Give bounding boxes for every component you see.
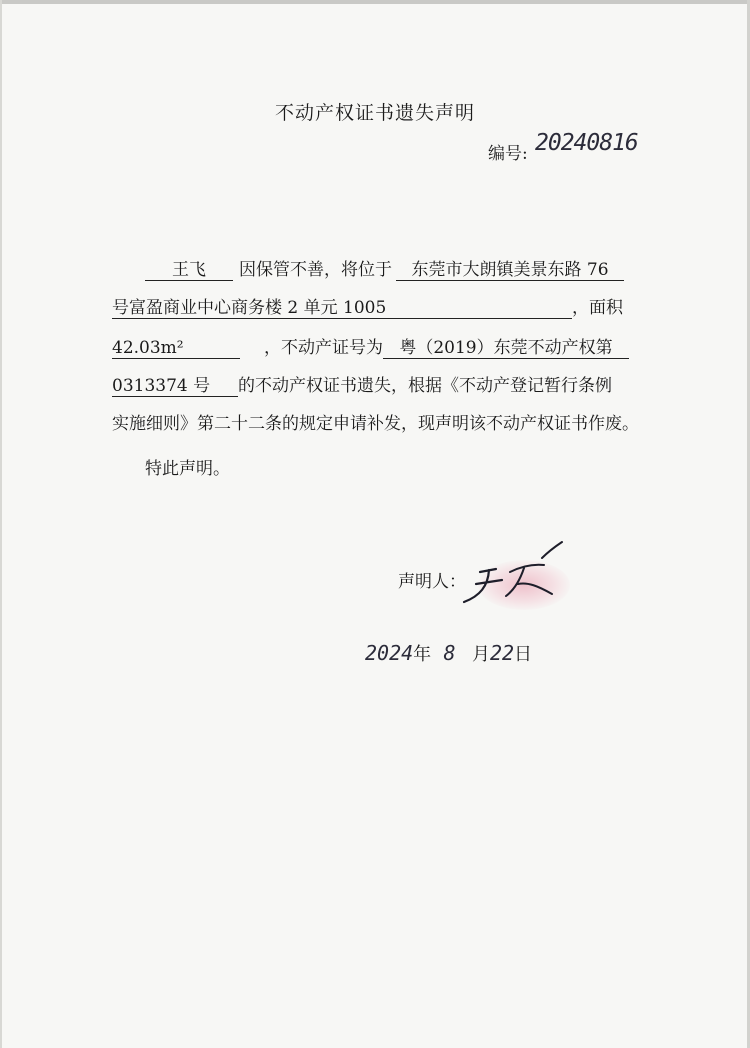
declarant-label: 声明人： <box>398 572 466 592</box>
date-month: 8 <box>443 641 456 665</box>
serial-number-label: 编号: <box>488 144 528 164</box>
scan-edge-top <box>0 0 750 4</box>
date-day: 22 <box>489 641 515 665</box>
address-field-part2: 号富盈商业中心商务楼 2 单元 1005 <box>112 298 572 319</box>
body-line-3 <box>112 336 652 360</box>
area-field: 42.03m² <box>112 338 240 359</box>
scan-edge-left <box>0 0 2 1048</box>
body-line-4 <box>112 374 652 398</box>
cert-number-field-part2: 0313374 号 <box>112 376 238 397</box>
declaration-date <box>365 640 532 666</box>
date-day-unit: 日 <box>514 644 533 665</box>
cert-number-field-part1: 粤（2019）东莞不动产权第 <box>383 338 629 359</box>
date-month-unit: 月 <box>471 644 490 665</box>
document-title: 不动产权证书遗失声明 <box>274 102 475 124</box>
body-text-1: 因保管不善，将位于 <box>239 260 392 280</box>
date-year-unit: 年 <box>413 644 432 665</box>
body-line-1 <box>145 258 655 282</box>
body-text-5: 实施细则》第二十二条的规定申请补发，现声明该不动产权证书作废。 <box>112 414 639 434</box>
body-line-2 <box>112 296 652 320</box>
body-text-2: ，面积 <box>572 298 623 318</box>
address-field-part1: 东莞市大朗镇美景东路 76 <box>396 260 624 281</box>
handwritten-signature <box>458 538 568 608</box>
date-year: 2024 <box>365 641 414 665</box>
serial-number-handwritten: 20240816 <box>535 130 638 156</box>
body-text-4: 的不动产权证书遗失，根据《不动产登记暂行条例 <box>238 376 612 396</box>
body-text-3: ，不动产证号为 <box>264 338 383 358</box>
body-line-5 <box>112 412 657 436</box>
closing-statement: 特此声明。 <box>145 459 230 479</box>
owner-name-field: 王飞 <box>145 260 233 281</box>
